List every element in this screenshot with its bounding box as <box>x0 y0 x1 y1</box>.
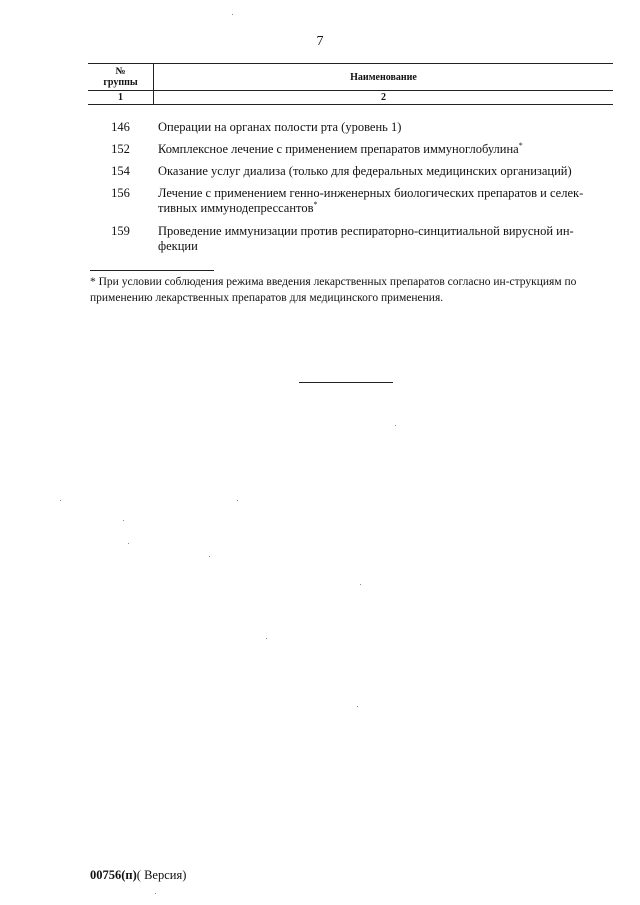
row-group-name <box>158 142 608 157</box>
row-group-name: Оказание услуг диализа (только для федеральных медицинских организаций) <box>158 164 572 178</box>
column-name-header: Наименование <box>350 72 417 83</box>
column-number-header-label: группы <box>103 77 138 88</box>
column-number-header-symbol: № <box>115 66 126 77</box>
row-group-name-text: Комплексное лечение с применением препаратов иммуноглобулина <box>158 142 519 156</box>
table-header-divider <box>88 90 613 91</box>
document-code-version: ( Версия) <box>136 868 187 882</box>
footnote-marker: * <box>518 140 523 150</box>
row-group-name: Операции на органах полости рта (уровень 1) <box>158 120 402 134</box>
end-of-document-rule <box>299 382 393 383</box>
row-group-name <box>158 186 608 216</box>
table-bottom-border <box>88 104 613 105</box>
table-top-border <box>88 63 613 64</box>
footnote-marker: * <box>313 199 318 209</box>
page-number: 7 <box>316 34 324 49</box>
row-group-number: 152 <box>111 142 130 156</box>
row-group-name: Проведение иммунизации против респираторно-синцитиальной вирусной ин-фекции <box>158 224 574 253</box>
row-group-number: 156 <box>111 186 130 200</box>
column-number-header <box>88 66 153 88</box>
row-group-number: 146 <box>111 120 130 134</box>
column-number-index: 1 <box>118 92 123 103</box>
row-group-number: 159 <box>111 224 130 238</box>
row-group-number: 154 <box>111 164 130 178</box>
column-name-index: 2 <box>381 92 386 103</box>
footnote-separator <box>90 270 214 271</box>
document-code-number: 00756(п) <box>90 868 137 882</box>
table-header <box>88 63 613 105</box>
footnote: * При условии соблюдения режима введения лекарственных препаратов согласно ин-струкциям по применению лекарственных препаратов для медицинского применения. <box>90 276 577 304</box>
row-group-name-text: Лечение с применением генно-инженерных биологических препаратов и селек-тивных иммунодепрессантов <box>158 186 584 215</box>
document-code <box>90 868 186 883</box>
